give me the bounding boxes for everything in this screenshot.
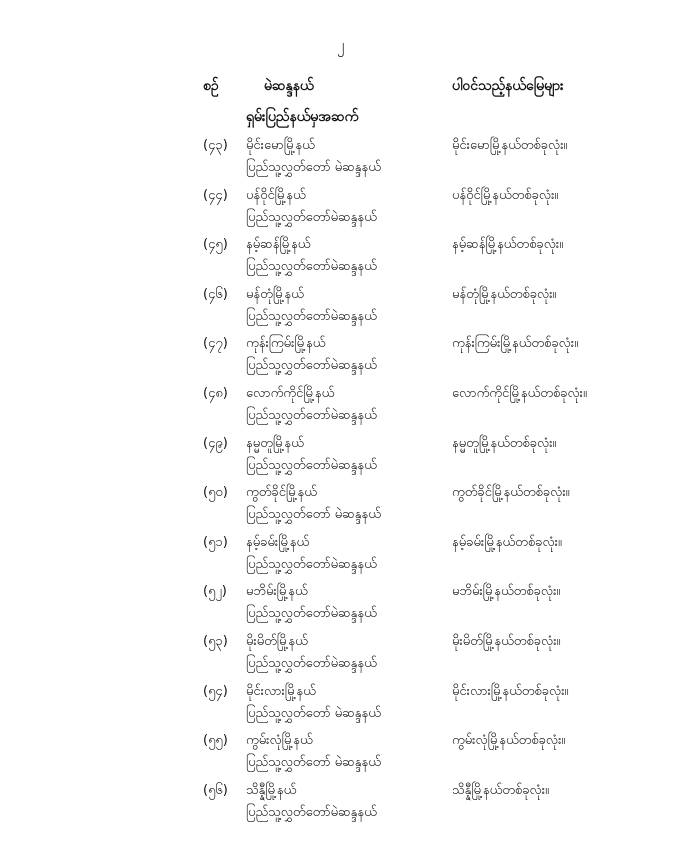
constituency-row	[0, 335, 681, 385]
row-serial-number: (၅၁)	[203, 534, 228, 550]
row-constituency-name: နမ္မတူမြို့နယ်	[246, 435, 304, 451]
constituency-row	[0, 782, 681, 832]
header-serial-number: စဉ်	[203, 78, 219, 94]
row-constituency-type: ပြည်သူ့လွှတ်တော် မဲဆန္ဒနယ်	[246, 755, 381, 771]
row-serial-number: (၄၄)	[203, 187, 228, 203]
constituency-row	[0, 435, 681, 485]
row-constituency-name: မိုးမိတ်မြို့နယ်	[246, 633, 308, 649]
header-included-areas: ပါဝင်သည့်နယ်မြေများ	[452, 78, 564, 94]
row-included-area: နမ့်ခမ်းမြို့နယ်တစ်ခုလုံး။	[452, 534, 562, 550]
row-serial-number: (၄၃)	[203, 138, 228, 153]
row-constituency-name: ကုန်းကြမ်းမြို့နယ်	[246, 336, 326, 352]
row-included-area: နမ္မတူမြို့နယ်တစ်ခုလုံး။	[452, 435, 557, 451]
row-included-area: ကွမ်းလုံမြို့နယ်တစ်ခုလုံး။	[452, 733, 566, 749]
constituency-row	[0, 187, 681, 237]
row-constituency-type: ပြည်သူ့လွှတ်တော်မဲဆန္ဒနယ်	[246, 606, 377, 622]
row-serial-number: (၅၆)	[203, 782, 228, 798]
row-constituency-name: ကွတ်ခိုင်မြို့နယ်	[246, 485, 317, 501]
row-included-area: ကုန်းကြမ်းမြို့နယ်တစ်ခုလုံး။	[452, 336, 579, 352]
row-serial-number: (၄၉)	[203, 435, 228, 451]
row-constituency-name: မိုင်းမောမြို့နယ်	[246, 138, 315, 153]
row-constituency-type: ပြည်သူ့လွှတ်တော်မဲဆန္ဒနယ်	[246, 655, 377, 671]
row-serial-number: (၄၈)	[203, 385, 228, 401]
constituency-row	[0, 286, 681, 336]
constituency-row	[0, 385, 681, 435]
row-constituency-name: ပန်ဝိုင်မြို့နယ်	[246, 187, 306, 203]
row-serial-number: (၅၂)	[203, 584, 227, 600]
row-included-area: မိုင်းမောမြို့နယ်တစ်ခုလုံး။	[452, 138, 568, 153]
row-serial-number: (၄၇)	[203, 336, 228, 352]
row-constituency-name: မဘိမ်းမြို့နယ်	[246, 584, 308, 600]
row-constituency-name: ကွမ်းလုံမြို့နယ်	[246, 733, 313, 749]
row-constituency-type: ပြည်သူ့လွှတ်တော်မဲဆန္ဒနယ်	[246, 407, 377, 423]
region-title: ရှမ်းပြည်နယ်မှအဆက်	[246, 109, 359, 125]
row-constituency-name: နမ့်ဆန်မြို့နယ်	[246, 237, 311, 253]
constituency-row	[0, 484, 681, 534]
row-constituency-type: ပြည်သူ့လွှတ်တော် မဲဆန္ဒနယ်	[246, 705, 381, 721]
row-constituency-type: ပြည်သူ့လွှတ်တော် မဲဆန္ဒနယ်	[246, 160, 381, 175]
row-included-area: မိုင်းလားမြို့နယ်တစ်ခုလုံး။	[452, 683, 569, 699]
row-constituency-type: ပြည်သူ့လွှတ်တော်မဲဆန္ဒနယ်	[246, 358, 377, 374]
constituency-row	[0, 732, 681, 782]
constituency-row	[0, 583, 681, 633]
row-included-area: လောက်ကိုင်မြို့နယ်တစ်ခုလုံး။	[452, 385, 587, 401]
page-number: ၂	[336, 36, 345, 54]
row-included-area: ကွတ်ခိုင်မြို့နယ်တစ်ခုလုံး။	[452, 485, 570, 501]
row-included-area: နမ့်ဆန်မြို့နယ်တစ်ခုလုံး။	[452, 237, 564, 253]
constituency-row	[0, 633, 681, 683]
row-constituency-type: ပြည်သူ့လွှတ်တော်မဲဆန္ဒနယ်	[246, 308, 377, 324]
constituency-row	[0, 534, 681, 584]
row-constituency-type: ပြည်သူ့လွှတ်တော်မဲဆန္ဒနယ်	[246, 804, 377, 820]
row-serial-number: (၅၄)	[203, 683, 228, 699]
row-included-area: မိုးမိတ်မြို့နယ်တစ်ခုလုံး။	[452, 633, 561, 649]
row-constituency-type: ပြည်သူ့လွှတ်တော်မဲဆန္ဒနယ်	[246, 457, 377, 473]
row-constituency-name: မိုင်းလားမြို့နယ်	[246, 683, 316, 699]
row-constituency-type: ပြည်သူ့လွှတ်တော် မဲဆန္ဒနယ်	[246, 507, 381, 523]
row-serial-number: (၅၀)	[203, 485, 228, 501]
row-included-area: သိန္နီမြို့နယ်တစ်ခုလုံး။	[452, 782, 549, 798]
row-constituency-name: မန်တုံမြို့နယ်	[246, 286, 304, 302]
row-serial-number: (၅၅)	[203, 733, 228, 749]
row-constituency-type: ပြည်သူ့လွှတ်တော်မဲဆန္ဒနယ်	[246, 556, 377, 572]
row-constituency-name: နမ့်ခမ်းမြို့နယ်	[246, 534, 310, 550]
row-serial-number: (၄၆)	[203, 286, 228, 302]
row-serial-number: (၄၅)	[203, 237, 228, 253]
row-included-area: မန်တုံမြို့နယ်တစ်ခုလုံး။	[452, 286, 557, 302]
constituency-list	[0, 137, 681, 831]
row-included-area: မဘိမ်းမြို့နယ်တစ်ခုလုံး။	[452, 584, 561, 600]
row-constituency-name: လောက်ကိုင်မြို့နယ်	[246, 385, 335, 401]
row-constituency-type: ပြည်သူ့လွှတ်တော်မဲဆန္ဒနယ်	[246, 209, 377, 225]
constituency-row	[0, 683, 681, 733]
constituency-row	[0, 236, 681, 286]
header-constituency: မဲဆန္ဒနယ်	[264, 78, 314, 94]
row-serial-number: (၅၃)	[203, 633, 228, 649]
row-included-area: ပန်ဝိုင်မြို့နယ်တစ်ခုလုံး။	[452, 187, 559, 203]
row-constituency-type: ပြည်သူ့လွှတ်တော်မဲဆန္ဒနယ်	[246, 259, 377, 275]
constituency-row	[0, 137, 681, 187]
row-constituency-name: သိန္နီမြို့နယ်	[246, 782, 297, 798]
